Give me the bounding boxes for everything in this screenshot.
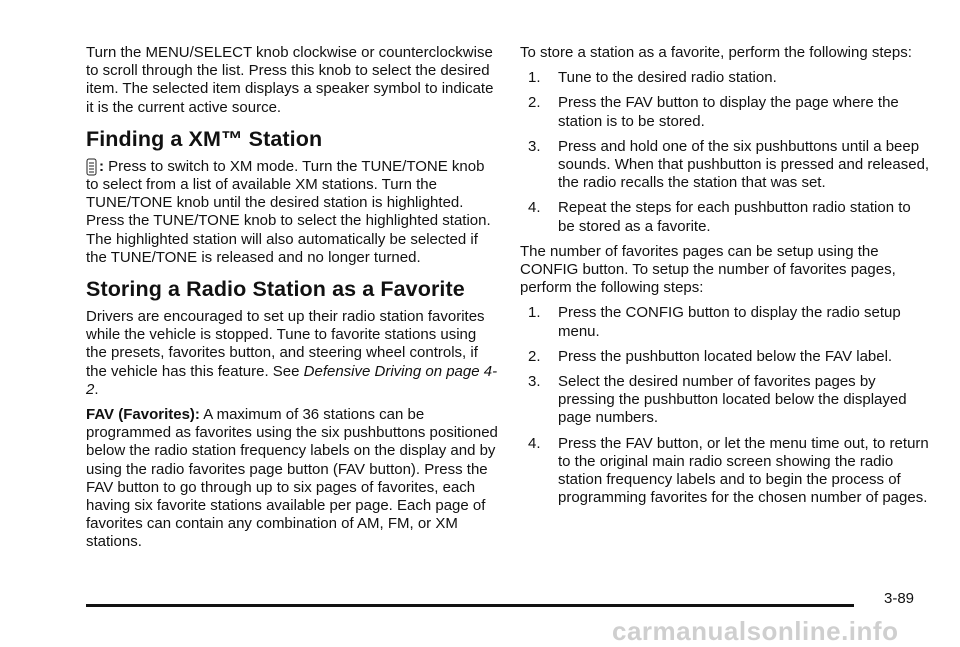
defensive-driving-link[interactable]: Defensive Driving on page 4-2 xyxy=(86,362,498,398)
left-column xyxy=(86,44,498,559)
xm-button-icon xyxy=(86,158,97,176)
pages-steps-list xyxy=(520,304,930,507)
heading-storing-favorite: Storing a Radio Station as a Favorite xyxy=(86,277,465,302)
list-item-number: 1. xyxy=(528,304,541,322)
list-item xyxy=(528,69,930,87)
list-item-number: 3. xyxy=(528,137,541,155)
list-item-text: Repeat the steps for each pushbutton radio station to be stored as a favorite. xyxy=(558,199,911,235)
list-item xyxy=(528,373,930,428)
list-item-number: 2. xyxy=(528,94,541,112)
list-item xyxy=(528,304,930,340)
list-item-text: Press the FAV button, or let the menu time out, to return to the original main radio screen showing the radio station frequency labels and to begin the process of programming favorites for the chosen number of pages. xyxy=(558,434,929,507)
fav-label: FAV (Favorites): xyxy=(86,406,200,424)
list-item-text: Select the desired number of favorites pages by pressing the pushbutton located below the displayed page numbers. xyxy=(558,373,907,427)
right-column xyxy=(520,44,930,514)
list-item xyxy=(528,435,930,508)
list-item-number: 4. xyxy=(528,199,541,217)
list-item-text: Press the FAV button to display the page where the station is to be stored. xyxy=(558,94,899,130)
pages-steps-intro: The number of favorites pages can be setup using the CONFIG button. To setup the number of favorites pages, perform the following steps: xyxy=(520,242,896,297)
list-item xyxy=(528,348,930,366)
store-text: Drivers are encouraged to set up their radio station favorites while the vehicle is stopped. Tune to favorite stations using the presets, favorites button, and steering wheel controls, if the vehicle has this feature. See xyxy=(86,308,485,380)
xm-text: Press to switch to XM mode. Turn the TUNE/TONE knob to select from a list of available XM stations. Turn the TUNE/TONE knob until the desired station is highlighted. Press the TUNE/TONE knob to select the highlighted station. The highlighted station will also automatically be selected if the TUNE/TONE is released and no longer turned. xyxy=(86,157,491,266)
fav-paragraph xyxy=(86,406,498,552)
list-item-number: 3. xyxy=(528,373,541,391)
footer-rule xyxy=(86,604,854,607)
list-item-number: 1. xyxy=(528,69,541,87)
intro-paragraph: Turn the MENU/SELECT knob clockwise or counterclockwise to scroll through the list. Press this knob to select the desired item. The selected item displays a speaker symbol to indicate it is the current active source. xyxy=(86,44,494,116)
list-item-number: 4. xyxy=(528,434,541,452)
list-item-text: Press the pushbutton located below the FAV label. xyxy=(558,347,893,365)
store-paragraph xyxy=(86,308,498,399)
list-item xyxy=(528,199,930,235)
page-number: 3-89 xyxy=(884,590,915,607)
list-item-text: Press and hold one of the six pushbuttons until a beep sounds. When that pushbutton is pressed and released, the radio recalls the station that was set. xyxy=(558,137,930,192)
store-end: . xyxy=(94,380,99,398)
list-item xyxy=(528,138,930,193)
heading-finding-xm-station: Finding a XM™ Station xyxy=(86,126,323,151)
list-item-text: Tune to the desired radio station. xyxy=(558,69,777,87)
xm-colon: : xyxy=(99,157,104,175)
fav-text: A maximum of 36 stations can be programmed as favorites using the six pushbuttons positioned below the radio station frequency labels on the display and by using the radio favorites page button (FAV button). Press the FAV button to go through up to six pages of favorites, each having six favorite stations available per page. Each page of favorites can contain any combination of AM, FM, or XM stations. xyxy=(86,406,498,551)
watermark: carmanualsonline.info xyxy=(612,616,899,646)
list-item-number: 2. xyxy=(528,347,541,365)
store-steps-intro: To store a station as a favorite, perform the following steps: xyxy=(520,44,912,61)
list-item xyxy=(528,94,930,130)
list-item-text: Press the CONFIG button to display the radio setup menu. xyxy=(558,304,901,340)
store-steps-list xyxy=(520,69,930,236)
xm-paragraph xyxy=(86,158,498,267)
